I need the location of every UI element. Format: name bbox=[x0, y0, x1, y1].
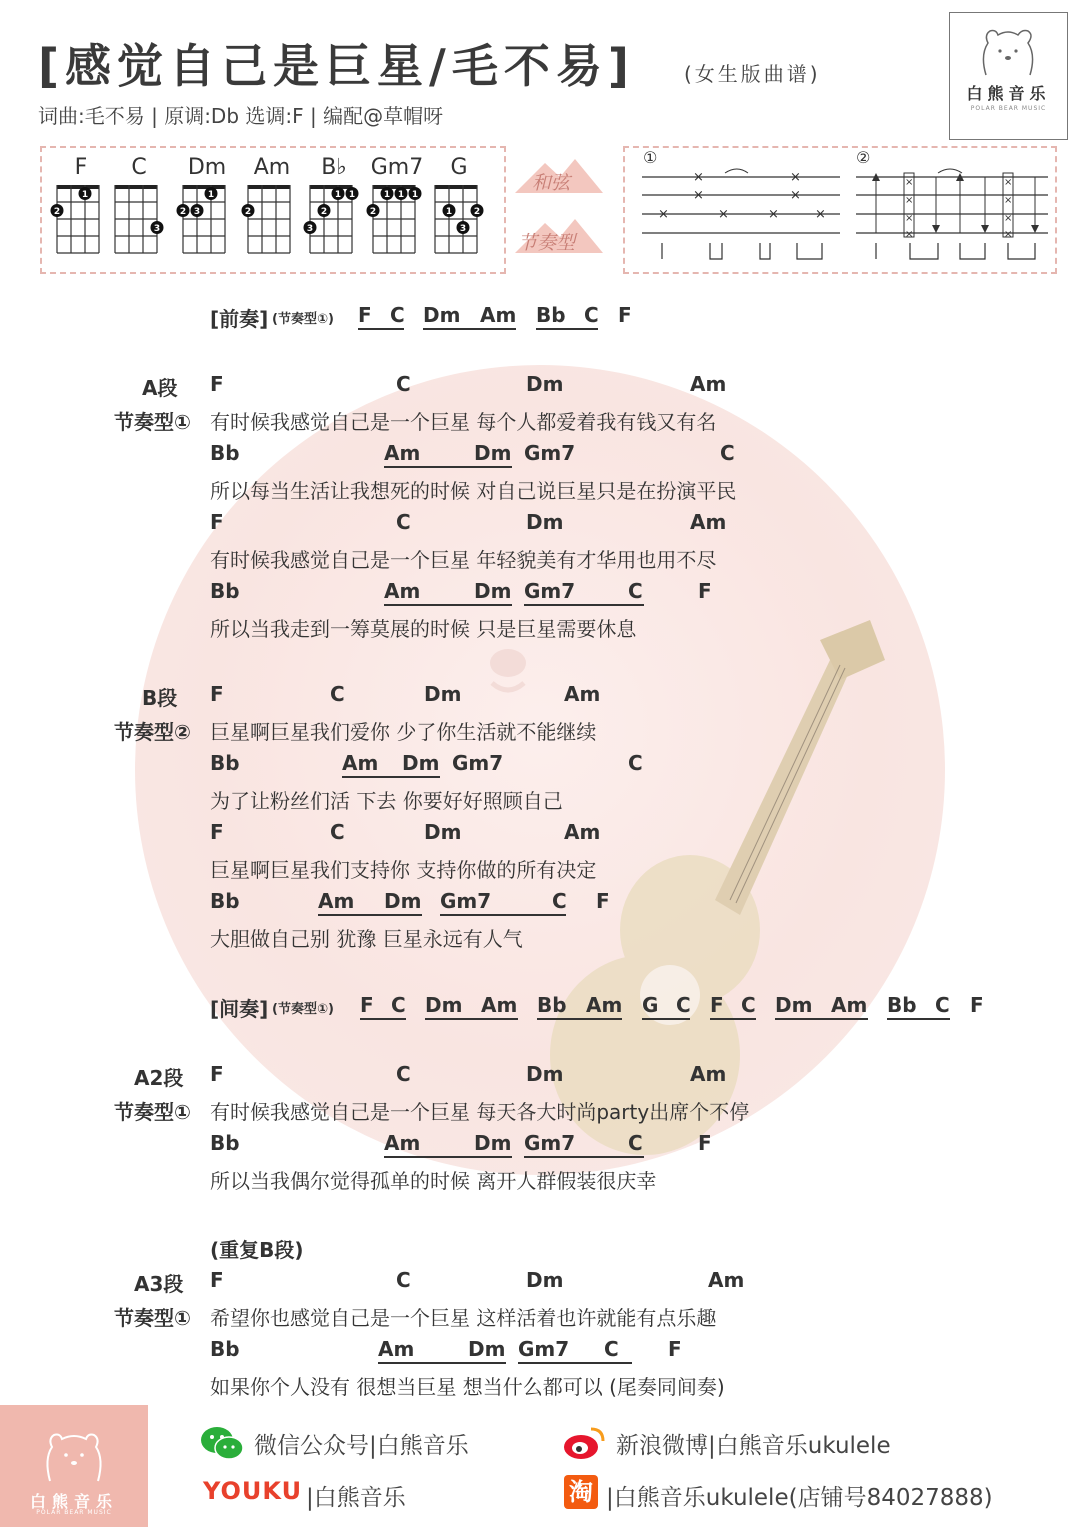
lyric-line: 有时候我感觉自己是一个巨星 每个人都爱着我有钱又有名 bbox=[210, 410, 717, 434]
chord-underline bbox=[440, 914, 566, 916]
chord-name-2: Dm bbox=[187, 155, 227, 180]
lyric-line: 巨星啊巨星我们支持你 支持你做的所有决定 bbox=[210, 858, 597, 882]
chord-underline bbox=[524, 604, 644, 606]
chord-label: Gm7 bbox=[452, 751, 504, 775]
progression-chord: G bbox=[642, 993, 659, 1017]
svg-text:3: 3 bbox=[459, 224, 467, 234]
chord-label: C bbox=[628, 579, 643, 603]
svg-text:3: 3 bbox=[306, 224, 314, 234]
taobao-link[interactable]: |白熊音乐ukulele(店铺号84027888) bbox=[606, 1485, 993, 1511]
progression-chord: Bb bbox=[887, 993, 917, 1017]
chord-underline bbox=[318, 914, 422, 916]
svg-text:1: 1 bbox=[397, 190, 405, 200]
svg-text:2: 2 bbox=[53, 207, 61, 217]
chord-name-3: Am bbox=[253, 155, 291, 180]
chord-label: Am bbox=[564, 820, 601, 844]
chord-label: Am bbox=[384, 441, 421, 465]
chord-label: F bbox=[698, 1131, 712, 1155]
section-label: A2段 bbox=[134, 1066, 184, 1090]
chord-underline bbox=[342, 776, 440, 778]
svg-text:2: 2 bbox=[320, 207, 328, 217]
bear-logo-icon bbox=[978, 25, 1038, 77]
chord-label: C bbox=[396, 1268, 411, 1292]
lyric-line: 所以当我偶尔觉得孤单的时候 离开人群假装很庆幸 bbox=[210, 1169, 657, 1193]
chord-label: C bbox=[396, 1062, 411, 1086]
chord-label: Gm7 bbox=[524, 441, 576, 465]
footer-logo-name: 白熊音乐 bbox=[29, 1492, 118, 1511]
chord-label: Bb bbox=[210, 751, 240, 775]
progression-chord: C bbox=[741, 993, 756, 1017]
chord-label: C bbox=[628, 751, 643, 775]
chord-label: Dm bbox=[424, 682, 462, 706]
chord-underline bbox=[537, 1018, 622, 1020]
chord-grid-2 bbox=[177, 185, 226, 253]
taobao-icon[interactable]: 淘 bbox=[564, 1475, 598, 1509]
progression-chord: Bb bbox=[536, 303, 566, 327]
section-rhythm: 节奏型① bbox=[114, 1306, 191, 1330]
rhythm-tag-label: 节奏型 bbox=[518, 232, 576, 254]
lyric-line: 有时候我感觉自己是一个巨星 年轻貌美有才华用也用不尽 bbox=[210, 548, 717, 572]
chord-label: Dm bbox=[526, 510, 564, 534]
svg-text:2: 2 bbox=[473, 207, 481, 217]
chord-label: Dm bbox=[526, 1062, 564, 1086]
svg-text:1: 1 bbox=[445, 207, 453, 217]
rhythm-label-2: ② bbox=[856, 148, 871, 167]
chord-label: Dm bbox=[468, 1337, 506, 1361]
chord-underline bbox=[384, 1156, 512, 1158]
progression-chord: C bbox=[676, 993, 691, 1017]
svg-text:×: × bbox=[905, 195, 914, 206]
svg-text:×: × bbox=[658, 207, 669, 222]
chord-label: Dm bbox=[526, 1268, 564, 1292]
progression-chord: C bbox=[584, 303, 599, 327]
chord-label: Bb bbox=[210, 1337, 240, 1361]
section-rhythm: 节奏型② bbox=[114, 720, 191, 744]
svg-text:1: 1 bbox=[383, 190, 391, 200]
chord-label: Dm bbox=[526, 372, 564, 396]
svg-text:×: × bbox=[905, 229, 914, 240]
chord-tag-label: 和弦 bbox=[532, 172, 571, 194]
progression-chord: F bbox=[618, 303, 632, 327]
progression-chord: Dm bbox=[425, 993, 463, 1017]
chord-label: Am bbox=[564, 682, 601, 706]
chord-label: Am bbox=[690, 372, 727, 396]
rhythm-label-1: ① bbox=[643, 148, 658, 167]
chord-underline bbox=[775, 1018, 868, 1020]
progression-chord: Am bbox=[586, 993, 623, 1017]
chord-grid-6 bbox=[435, 185, 484, 253]
chord-name-1: C bbox=[131, 155, 147, 180]
footer-logo bbox=[0, 1405, 148, 1527]
chord-label: Dm bbox=[384, 889, 422, 913]
svg-text:×: × bbox=[718, 207, 729, 222]
svg-text:×: × bbox=[790, 188, 801, 203]
chord-diagrams bbox=[48, 180, 498, 265]
chord-label: C bbox=[604, 1337, 619, 1361]
repeat-b-label: (重复B段) bbox=[210, 1238, 304, 1262]
svg-text:×: × bbox=[693, 170, 704, 185]
wechat-link[interactable]: 微信公众号|白熊音乐 bbox=[254, 1433, 469, 1459]
svg-text:×: × bbox=[1004, 195, 1013, 206]
chord-label: C bbox=[330, 682, 345, 706]
chord-grid-3 bbox=[242, 185, 291, 253]
chord-label: C bbox=[628, 1131, 643, 1155]
chord-underline bbox=[358, 328, 404, 330]
chord-underline bbox=[384, 466, 512, 468]
progression-chord: F bbox=[710, 993, 724, 1017]
chord-underline bbox=[360, 1018, 406, 1020]
chord-label: F bbox=[698, 579, 712, 603]
progression-rhythm: (节奏型①) bbox=[272, 1002, 334, 1017]
svg-text:1: 1 bbox=[348, 190, 356, 200]
chord-label: Am bbox=[378, 1337, 415, 1361]
progression-label: [前奏] bbox=[210, 307, 269, 331]
progression-chord: Am bbox=[831, 993, 868, 1017]
lyric-line: 所以当我走到一筹莫展的时候 只是巨星需要休息 bbox=[210, 617, 637, 641]
chord-label: Gm7 bbox=[524, 1131, 576, 1155]
chord-label: Dm bbox=[474, 441, 512, 465]
svg-text:×: × bbox=[1004, 229, 1013, 240]
chord-label: Bb bbox=[210, 1131, 240, 1155]
chord-underline bbox=[378, 1362, 506, 1364]
svg-text:×: × bbox=[790, 170, 801, 185]
svg-text:×: × bbox=[905, 213, 914, 224]
chord-underline bbox=[887, 1018, 950, 1020]
chord-underline bbox=[425, 1018, 518, 1020]
svg-text:2: 2 bbox=[179, 207, 187, 217]
section-rhythm: 节奏型① bbox=[114, 410, 191, 434]
chord-underline bbox=[384, 604, 512, 606]
lyric-line: 大胆做自己别 犹豫 巨星永远有人气 bbox=[210, 927, 523, 951]
lyric-line: 希望你也感觉自己是一个巨星 这样活着也许就能有点乐趣 bbox=[210, 1306, 717, 1330]
chord-label: F bbox=[210, 820, 224, 844]
svg-text:×: × bbox=[768, 207, 779, 222]
chord-name-6: G bbox=[450, 155, 468, 180]
svg-text:×: × bbox=[1004, 213, 1013, 224]
svg-text:2: 2 bbox=[369, 207, 377, 217]
footer-logo-en: POLAR BEAR MUSIC bbox=[36, 1509, 112, 1516]
progression-chord: F bbox=[360, 993, 374, 1017]
svg-text:3: 3 bbox=[153, 224, 161, 234]
progression-chord: C bbox=[935, 993, 950, 1017]
progression-chord: F bbox=[970, 993, 984, 1017]
footer bbox=[0, 1405, 1080, 1527]
lyric-line: 如果你个人没有 很想当巨星 想当什么都可以 (尾奏同间奏) bbox=[210, 1375, 725, 1399]
chord-label: F bbox=[668, 1337, 682, 1361]
lyric-line: 为了让粉丝们活 下去 你要好好照顾自己 bbox=[210, 789, 563, 813]
chord-name-5: Gm7 bbox=[370, 155, 424, 180]
chord-label: Am bbox=[318, 889, 355, 913]
brand-logo bbox=[949, 12, 1068, 140]
svg-text:1: 1 bbox=[81, 190, 89, 200]
chord-underline bbox=[423, 328, 516, 330]
chord-label: C bbox=[552, 889, 567, 913]
section-label: B段 bbox=[142, 686, 178, 710]
weibo-link[interactable]: 新浪微博|白熊音乐ukulele bbox=[616, 1433, 891, 1459]
chord-grid-4 bbox=[304, 185, 359, 253]
chord-underline bbox=[518, 1362, 632, 1364]
chord-label: C bbox=[396, 372, 411, 396]
svg-text:×: × bbox=[693, 188, 704, 203]
rhythm-notation bbox=[640, 165, 1050, 265]
logo-english: POLAR BEAR MUSIC bbox=[970, 105, 1047, 112]
chord-label: C bbox=[720, 441, 735, 465]
svg-text:×: × bbox=[1004, 177, 1013, 188]
song-title: [感觉自己是巨星/毛不易] bbox=[38, 39, 635, 93]
chord-underline bbox=[642, 1018, 690, 1020]
chord-label: Bb bbox=[210, 889, 240, 913]
chord-label: Am bbox=[384, 1131, 421, 1155]
svg-text:×: × bbox=[815, 207, 826, 222]
chord-underline bbox=[524, 1156, 644, 1158]
chord-label: F bbox=[210, 510, 224, 534]
svg-text:1: 1 bbox=[411, 190, 419, 200]
progression-chord: Am bbox=[481, 993, 518, 1017]
progression-chord: Bb bbox=[537, 993, 567, 1017]
weibo-icon[interactable] bbox=[563, 1425, 607, 1461]
progression-chord: F bbox=[358, 303, 372, 327]
bear-nose-watermark bbox=[470, 635, 550, 705]
footer-bear-icon bbox=[42, 1427, 106, 1483]
chord-label: F bbox=[210, 1268, 224, 1292]
chord-label: Gm7 bbox=[440, 889, 492, 913]
chord-label: Am bbox=[708, 1268, 745, 1292]
chord-label: F bbox=[210, 682, 224, 706]
wechat-icon[interactable] bbox=[200, 1425, 244, 1461]
logo-name: 白熊音乐 bbox=[966, 84, 1051, 103]
chord-label: F bbox=[210, 1062, 224, 1086]
progression-rhythm: (节奏型①) bbox=[272, 312, 334, 327]
progression-chord: Dm bbox=[775, 993, 813, 1017]
chord-label: Am bbox=[342, 751, 379, 775]
youku-logo[interactable]: YOUKU bbox=[203, 1477, 303, 1505]
section-label: A3段 bbox=[134, 1272, 184, 1296]
chord-label: Dm bbox=[402, 751, 440, 775]
chord-label: Dm bbox=[424, 820, 462, 844]
chord-name-0: F bbox=[74, 155, 88, 180]
chord-label: Bb bbox=[210, 579, 240, 603]
chord-grid-5 bbox=[367, 185, 422, 253]
chord-name-4: B♭ bbox=[321, 155, 347, 180]
progression-chord: C bbox=[391, 993, 406, 1017]
progression-chord: C bbox=[390, 303, 405, 327]
progression-label: [间奏] bbox=[210, 997, 269, 1021]
svg-text:1: 1 bbox=[207, 190, 215, 200]
chord-label: Am bbox=[384, 579, 421, 603]
youku-link[interactable]: |白熊音乐 bbox=[306, 1485, 406, 1511]
chord-label: Dm bbox=[474, 579, 512, 603]
chord-label: C bbox=[330, 820, 345, 844]
chord-label: Gm7 bbox=[518, 1337, 570, 1361]
svg-text:×: × bbox=[905, 177, 914, 188]
chord-underline bbox=[536, 328, 598, 330]
svg-text:3: 3 bbox=[193, 207, 201, 217]
svg-text:2: 2 bbox=[244, 207, 252, 217]
chord-label: F bbox=[210, 372, 224, 396]
chord-label: C bbox=[396, 510, 411, 534]
chord-underline bbox=[710, 1018, 756, 1020]
chord-label: Am bbox=[690, 510, 727, 534]
chord-label: Dm bbox=[474, 1131, 512, 1155]
svg-text:1: 1 bbox=[334, 190, 342, 200]
lyric-line: 所以每当生活让我想死的时候 对自己说巨星只是在扮演平民 bbox=[210, 479, 737, 503]
chord-label: Am bbox=[690, 1062, 727, 1086]
chord-grid-0 bbox=[51, 185, 100, 253]
chord-label: Bb bbox=[210, 441, 240, 465]
section-rhythm: 节奏型① bbox=[114, 1100, 191, 1124]
section-label: A段 bbox=[142, 376, 178, 400]
progression-chord: Dm bbox=[423, 303, 461, 327]
chord-label: F bbox=[596, 889, 610, 913]
chord-grid-1 bbox=[115, 185, 164, 253]
lyric-line: 有时候我感觉自己是一个巨星 每天各大时尚party出席个不停 bbox=[210, 1100, 750, 1124]
progression-chord: Am bbox=[480, 303, 517, 327]
version-tag: (女生版曲谱) bbox=[684, 62, 821, 86]
chord-label: Gm7 bbox=[524, 579, 576, 603]
song-meta-info: 词曲:毛不易 | 原调:Db 选调:F | 编配@草帽呀 bbox=[38, 104, 444, 128]
lyric-line: 巨星啊巨星我们爱你 少了你生活就不能继续 bbox=[210, 720, 597, 744]
